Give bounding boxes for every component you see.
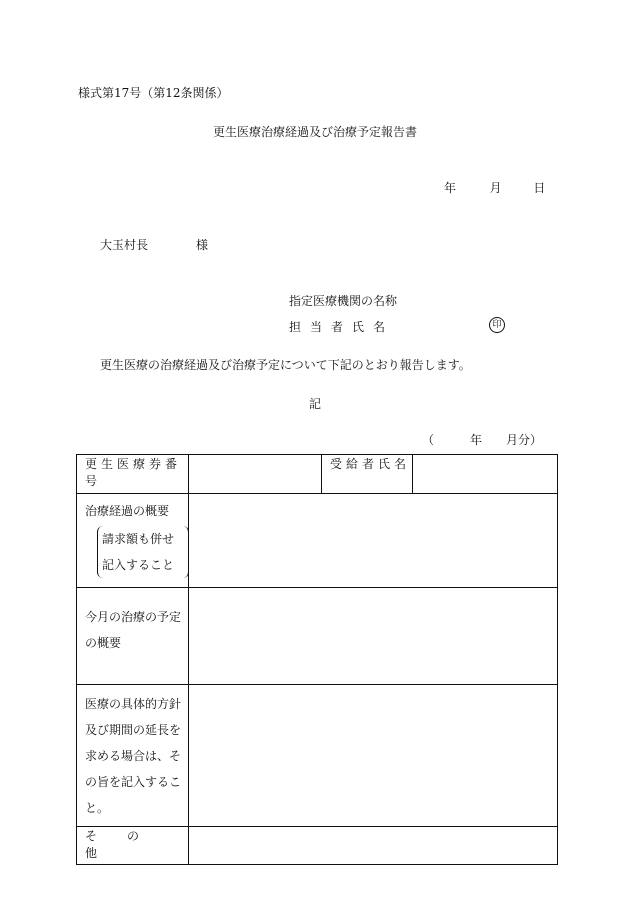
recipient-name-label: 受給者氏名	[322, 455, 413, 494]
period-open: （	[422, 433, 435, 447]
period-line	[422, 431, 542, 448]
other-label: その他	[77, 827, 189, 865]
recipient-name-field[interactable]	[413, 455, 558, 494]
treatment-note-line2: 記入すること	[102, 558, 175, 572]
treatment-note	[97, 526, 189, 578]
other-field[interactable]	[189, 827, 558, 865]
date-year: 年	[444, 181, 457, 195]
treatment-summary-title: 治療経過の概要	[85, 504, 170, 518]
period-month: 月分）	[506, 433, 543, 447]
table-row	[77, 685, 558, 827]
seal-mark: 印	[489, 317, 505, 333]
table-row	[77, 494, 558, 588]
addressee-honorific: 様	[196, 238, 209, 252]
table-row	[77, 827, 558, 865]
institution-label: 指定医療機関の名称	[289, 294, 398, 308]
report-sentence: 更生医療の治療経過及び治療予定について下記のとおり報告します。	[100, 358, 471, 372]
document-title: 更生医療治療経過及び治療予定報告書	[212, 125, 417, 139]
ticket-number-label: 更生医療券番号	[77, 455, 189, 494]
date-line	[444, 179, 545, 196]
treatment-summary-label	[77, 494, 189, 588]
policy-field[interactable]	[189, 685, 558, 827]
period-year: 年	[470, 433, 483, 447]
form-number: 様式第17号（第12条関係）	[78, 86, 229, 100]
plan-line1: 今月の治療の予定	[85, 610, 182, 624]
policy-line4: の旨を記入するこ	[85, 775, 182, 789]
addressee	[100, 236, 208, 253]
date-day: 日	[533, 181, 546, 195]
policy-line3: 求める場合は、そ	[85, 749, 182, 763]
policy-line5: と。	[85, 801, 110, 815]
ki-heading: 記	[308, 397, 321, 411]
report-table	[76, 454, 558, 865]
date-month: 月	[489, 181, 502, 195]
plan-line2: の概要	[85, 636, 122, 650]
treatment-note-line1: 請求額も併せ	[102, 532, 175, 546]
table-row	[77, 455, 558, 494]
policy-label	[77, 685, 189, 827]
plan-label	[77, 588, 189, 685]
ticket-number-field[interactable]	[189, 455, 322, 494]
policy-line1: 医療の具体的方針	[85, 697, 182, 711]
plan-field[interactable]	[189, 588, 558, 685]
policy-line2: 及び期間の延長を	[85, 723, 182, 737]
person-label: 担当者氏名	[289, 320, 395, 334]
table-row	[77, 588, 558, 685]
addressee-name: 大玉村長	[100, 238, 149, 252]
treatment-summary-field[interactable]	[189, 494, 558, 588]
